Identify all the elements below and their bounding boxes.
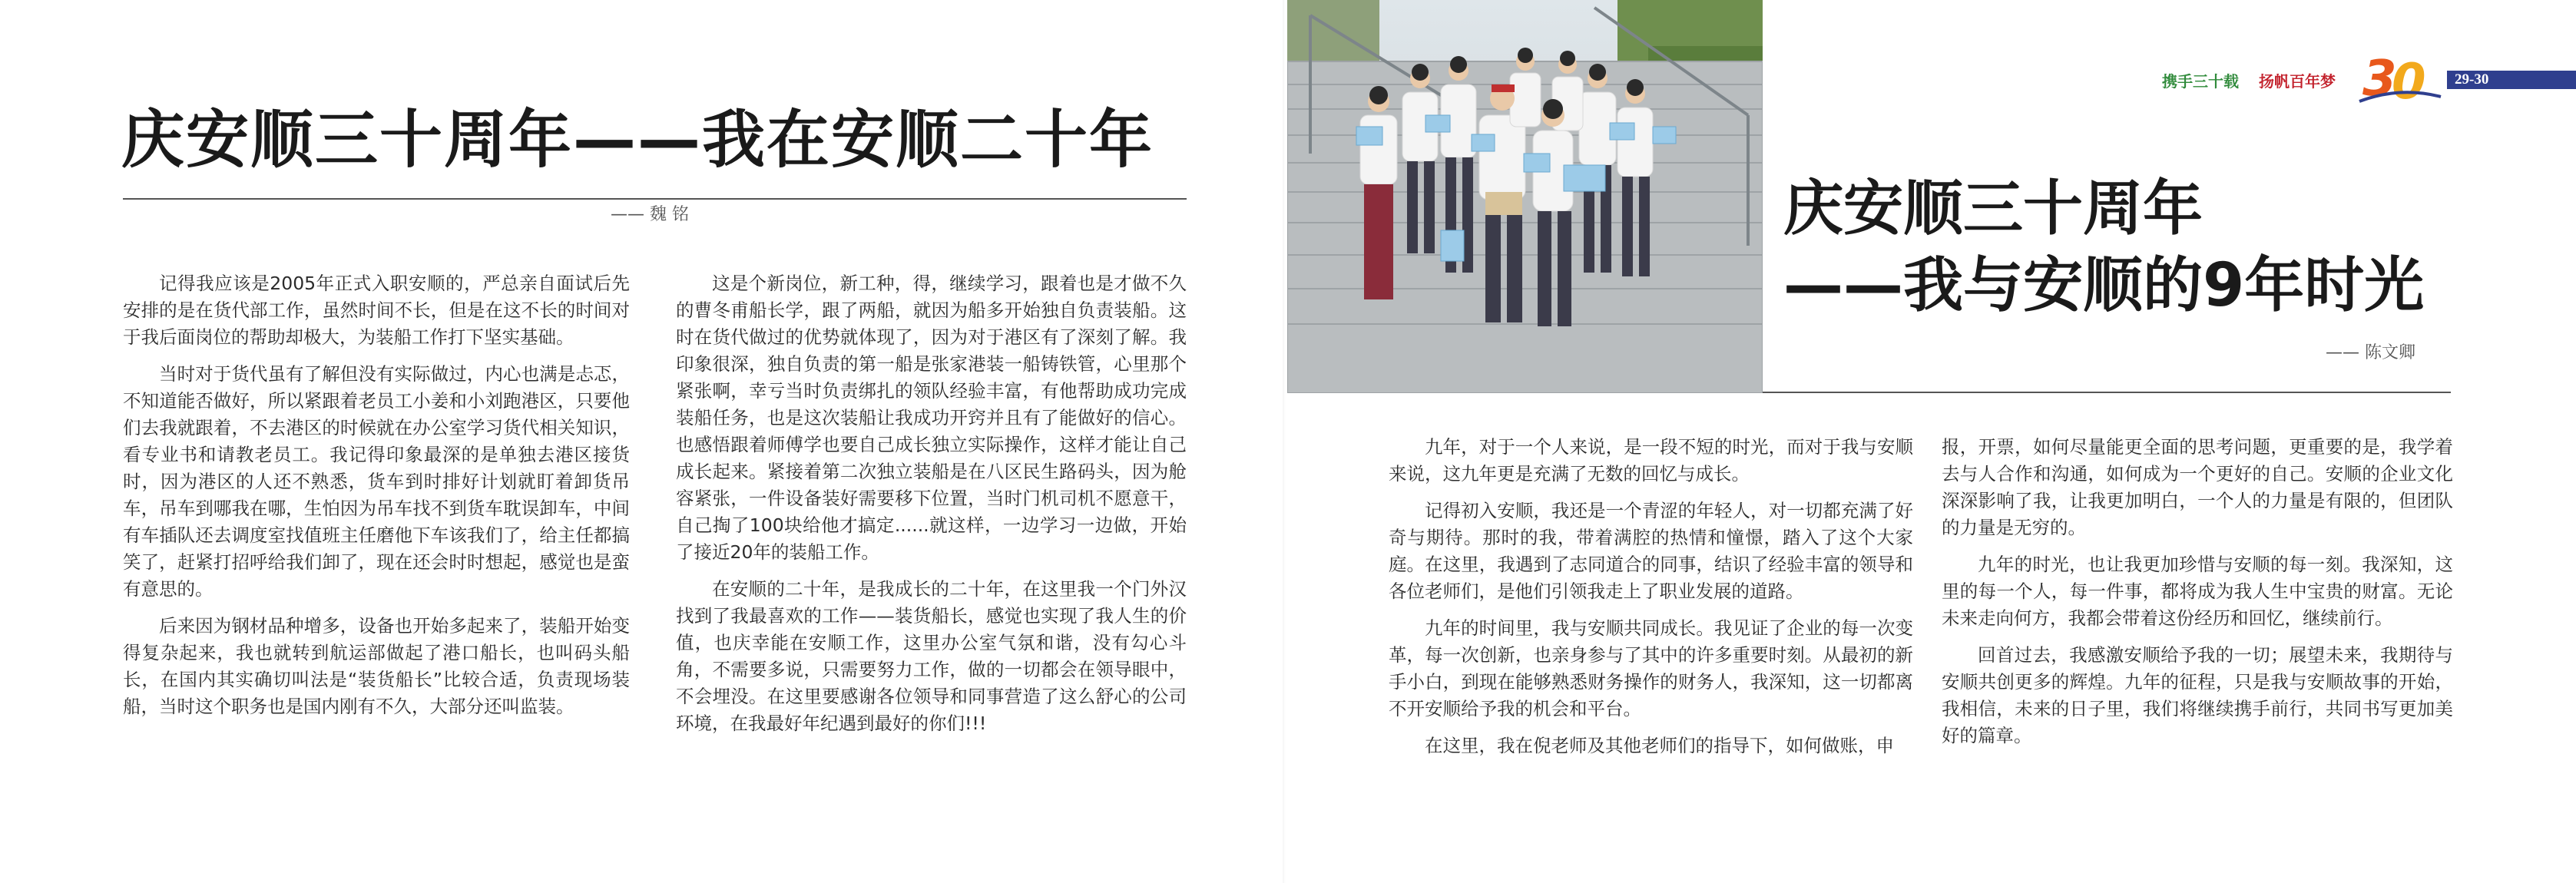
paragraph: 后来因为钢材品种增多，设备也开始多起来了，装船开始变得复杂起来，我也就转到航运部做起了港口船长，也叫码头船长，在国内其实确切叫法是“装货船长”比较合适，负责现场装船，当时这个职务也是国内刚有不久，大部分还叫监装。 <box>123 615 630 717</box>
slogan-tag-1: 携手三十载 <box>2162 72 2239 91</box>
paragraph: 当时对于货代虽有了解但没有实际做过，内心也满是忐忑，不知道能否做好，所以紧跟着老员工小姜和小刘跑港区，只要他们去我就跟着，不去港区的时候就在办公室学习货代相关知识，看专业书和请教老员工。我记得印象最深的是单独去港区接货时，因为港区的人还不熟悉，货车到时排好计划就盯着卸货吊车，吊车到哪我在哪，生怕因为吊车找不到货车耽误卸车，中间有车插队还去调度室找值班主任磨他下车该我们了，给主任都搞笑了，赶紧打招呼给我们卸了，现在还会时时想起，感觉也是蛮有意思的。 <box>123 363 630 600</box>
left-article-column-1 <box>123 270 630 730</box>
svg-text:0: 0 <box>2392 54 2426 109</box>
paragraph: 在这里，我在倪老师及其他老师们的指导下，如何做账，申 <box>1425 735 1894 756</box>
left-article-author: —— 魏 铭 <box>611 205 689 224</box>
paragraph: 九年的时间里，我与安顺共同成长。我见证了企业的每一次变革，每一次创新，也亲身参与了其中的许多重要时刻。从最初的新手小白，到现在能够熟悉财务操作的财务人，我深知，这一切都离不开安顺给予我的机会和平台。 <box>1389 617 1913 719</box>
paragraph: 记得我应该是2005年正式入职安顺的，严总亲自面试后先安排的是在货代部工作，虽然时间不长，但是在这不长的时间对于我后面岗位的帮助却极大，为装船工作打下坚实基础。 <box>123 273 630 348</box>
anniversary-30-logo <box>2358 48 2442 109</box>
page-numbers: 29-30 <box>2455 71 2489 88</box>
slogan-tag-2: 扬帆百年梦 <box>2259 72 2336 91</box>
paragraph-continued: 报，开票，如何尽量能更全面的思考问题，更重要的是，我学着去与人合作和沟通，如何成为一个更好的自己。安顺的企业文化深深影响了我，让我更加明白，一个人的力量是有限的，但团队的力量是无穷的。 <box>1942 436 2453 538</box>
header-slogans <box>2162 69 2336 91</box>
left-article-title: 庆安顺三十周年——我在安顺二十年 <box>121 104 1154 177</box>
paragraph: 这是个新岗位，新工种，得，继续学习，跟着也是才做不久的曹冬甫船长学，跟了两船，就因为船多开始独自负责装船。这时在货代做过的优势就体现了，因为对于港区有了深刻了解。我印象很深，独自负责的第一船是张家港装一船铸铁管，心里那个紧张啊，幸亏当时负责绑扎的领队经验丰富，有他帮助成功完成装船任务，也是这次装船让我成功开窍并且有了能做好的信心。也感悟跟着师傅学也要自己成长独立实际操作，这样才能让自己成长起来。紧接着第二次独立装船是在八区民生路码头，因为舱容紧张，一件设备装好需要移下位置，当时门机司机不愿意干，自己掏了100块给他才搞定......就这样，一边学习一边做，开始了接近20年的装船工作。 <box>676 273 1187 563</box>
svg-text:3: 3 <box>2362 51 2397 107</box>
right-title-line-1: 庆安顺三十周年 <box>1783 174 2204 243</box>
right-title-line-2: ——我与安顺的9年时光 <box>1783 251 2425 320</box>
left-title-divider <box>123 198 1187 200</box>
paragraph: 九年的时光，也让我更加珍惜与安顺的每一刻。我深知，这里的每一个人，每一件事，都将成为我人生中宝贵的财富。无论未来走向何方，我都会带着这份经历和回忆，继续前行。 <box>1942 554 2453 629</box>
paragraph: 回首过去，我感激安顺给予我的一切；展望未来，我期待与安顺共创更多的辉煌。九年的征程，只是我与安顺故事的开始，我相信，未来的日子里，我们将继续携手前行，共同书写更加美好的篇章。 <box>1942 644 2453 746</box>
paragraph: 在安顺的二十年，是我成长的二十年，在这里我一个门外汉找到了我最喜欢的工作——装货船长，感觉也实现了我人生的价值，也庆幸能在安顺工作，这里办公室气氛和谐，没有勾心斗角，不需要多说，只需要努力工作，做的一切都会在领导眼中，不会埋没。在这里要感谢各位领导和同事营造了这么舒心的公司环境，在我最好年纪遇到最好的你们!!! <box>676 578 1187 734</box>
right-article-column-2 <box>1942 434 2453 759</box>
right-article-column-1 <box>1389 434 1913 769</box>
group-photo <box>1287 0 1763 393</box>
left-article-column-2 <box>676 270 1187 747</box>
right-article-title <box>1783 170 2424 324</box>
paragraph: 记得初入安顺，我还是一个青涩的年轻人，对一切都充满了好奇与期待。那时的我，带着满腔的热情和憧憬，踏入了这个大家庭。在这里，我遇到了志同道合的同事，结识了经验丰富的领导和各位老师们，是他们引领我走上了职业发展的道路。 <box>1389 500 1913 602</box>
right-title-divider <box>1763 392 2451 393</box>
right-article-author: —— 陈文卿 <box>2326 343 2415 362</box>
paragraph: 九年，对于一个人来说，是一段不短的时光，而对于我与安顺来说，这九年更是充满了无数的回忆与成长。 <box>1389 436 1913 484</box>
page-gutter <box>1283 0 1286 883</box>
group-photo-illustration <box>1287 0 1763 393</box>
